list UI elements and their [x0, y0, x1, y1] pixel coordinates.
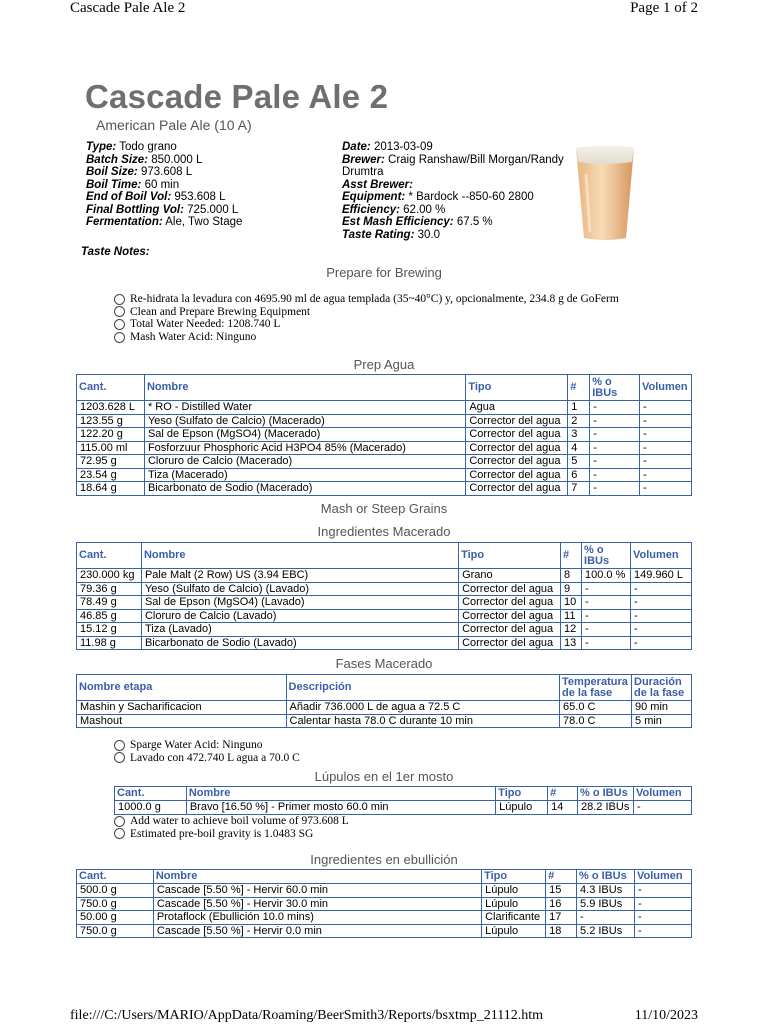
info-row: End of Boil Vol: 953.608 L	[86, 191, 226, 203]
beer-glass-icon	[574, 144, 636, 242]
info-row: Boil Time: 60 min	[86, 178, 180, 191]
footer-date: 11/10/2023	[634, 1008, 698, 1023]
info-row: Brewer: Craig Ranshaw/Bill Morgan/Randy Drumtra	[342, 153, 564, 178]
info-row: Fermentation: Ale, Two Stage	[86, 216, 243, 228]
table-row: 11.98 g Bicarbonato de Sodio (Lavado) Corrector del agua 13 - -	[77, 636, 692, 650]
radio-button[interactable]	[114, 740, 125, 751]
info-row: Date: 2013-03-09	[342, 141, 433, 153]
table-row: 230.000 kg Pale Malt (2 Row) US (3.94 EBC) Grano 8 100.0 % 149.960 L	[77, 569, 692, 583]
table-row: 72.95 g Cloruro de Calcio (Macerado) Corrector del agua 5 - -	[77, 455, 692, 469]
info-row: Type: Todo grano	[86, 141, 177, 153]
radio-button[interactable]	[114, 332, 125, 343]
table-row: 1203.628 L * RO - Distilled Water Agua 1 - -	[77, 401, 692, 415]
table-row: 50.00 g Protaflock (Ebullición 10.0 mins) Clarificante 17 - -	[77, 911, 692, 925]
table-row: Mashin y Sacharificacion Añadir 736.000 L de agua a 72.5 C 65.0 C 90 min	[77, 701, 692, 715]
info-row: Efficiency: 62.00 %	[342, 203, 446, 216]
checklist-item[interactable]: Clean and Prepare Brewing Equipment	[114, 306, 619, 319]
table-row: 750.0 g Cascade [5.50 %] - Hervir 30.0 min Lúpulo 16 5.9 IBUs -	[77, 897, 692, 911]
prep-agua-table	[76, 374, 692, 496]
radio-button[interactable]	[114, 752, 125, 763]
checklist-item[interactable]: Total Water Needed: 1208.740 L	[114, 318, 619, 331]
recipe-info-right	[342, 141, 572, 241]
radio-button[interactable]	[114, 294, 125, 305]
info-row: Boil Size: 973.608 L	[86, 166, 193, 178]
checklist-item[interactable]: Mash Water Acid: Ninguno	[114, 331, 619, 344]
checklist-item[interactable]: Re-hidrata la levadura con 4695.90 ml de agua templada (35~40°C) y, opcionalmente, 234.8 g de GoFerm	[114, 293, 619, 306]
sparge-steps	[114, 739, 300, 764]
table-row: 500.0 g Cascade [5.50 %] - Hervir 60.0 min Lúpulo 15 4.3 IBUs -	[77, 884, 692, 898]
section-title-mash: Mash or Steep Grains	[320, 501, 448, 516]
table-row: 115.00 ml Fosforzuur Phosphoric Acid H3PO4 85% (Macerado) Corrector del agua 4 - -	[77, 441, 692, 455]
prepare-steps	[114, 293, 619, 343]
taste-notes-label: Taste Notes:	[81, 246, 150, 258]
table-row: 123.55 g Yeso (Sulfato de Calcio) (Macerado) Corrector del agua 2 - -	[77, 414, 692, 428]
info-row: Est Mash Efficiency: 67.5 %	[342, 216, 493, 228]
ebullicion-table	[76, 869, 692, 938]
radio-button[interactable]	[114, 319, 125, 330]
checklist-item[interactable]: Sparge Water Acid: Ninguno	[114, 739, 300, 752]
table-row: 78.49 g Sal de Epson (MgSO4) (Lavado) Corrector del agua 10 - -	[77, 596, 692, 610]
recipe-info-left	[86, 141, 326, 229]
table-row: 79.36 g Yeso (Sulfato de Calcio) (Lavado) Corrector del agua 9 - -	[77, 582, 692, 596]
footer-file-url: file:///C:/Users/MARIO/AppData/Roaming/BeerSmith3/Reports/bsxtmp_21112.htm	[70, 1008, 543, 1023]
recipe-title: Cascade Pale Ale 2	[85, 78, 389, 115]
checklist-item[interactable]: Lavado con 472.740 L agua a 70.0 C	[114, 752, 300, 765]
boil-steps	[114, 815, 349, 840]
table-row: 1000.0 g Bravo [16.50 %] - Primer mosto 60.0 min Lúpulo 14 28.2 IBUs -	[115, 801, 692, 815]
page-header-title: Cascade Pale Ale 2	[70, 0, 186, 16]
table-header-row: Cant. Nombre Tipo # % o IBUs Volumen	[115, 787, 692, 801]
info-row: Taste Rating: 30.0	[342, 228, 441, 241]
macerado-table	[76, 542, 692, 650]
section-title-prepare: Prepare for Brewing	[326, 265, 442, 280]
radio-button[interactable]	[114, 828, 125, 839]
section-title-macerado: Ingredientes Macerado	[317, 524, 451, 539]
info-row: Batch Size: 850.000 L	[86, 153, 203, 166]
section-title-ebullicion: Ingredientes en ebullición	[310, 852, 458, 867]
section-title-fases: Fases Macerado	[335, 656, 433, 671]
info-row: Equipment: * Bardock --850-60 2800	[342, 191, 534, 203]
table-row: 15.12 g Tiza (Lavado) Corrector del agua 12 - -	[77, 623, 692, 637]
page-number: Page 1 of 2	[630, 0, 698, 16]
table-row: 122.20 g Sal de Epson (MgSO4) (Macerado) Corrector del agua 3 - -	[77, 428, 692, 442]
info-row: Final Bottling Vol: 725.000 L	[86, 203, 239, 216]
section-title-prep-agua: Prep Agua	[353, 357, 415, 372]
recipe-style: American Pale Ale (10 A)	[96, 117, 252, 133]
table-header-row: Cant. Nombre Tipo # % o IBUs Volumen	[77, 543, 692, 569]
table-header-row: Cant. Nombre Tipo # % o IBUs Volumen	[77, 375, 692, 401]
table-header-row: Nombre etapa Descripción Temperatura de la fase Duración de la fase	[77, 675, 692, 701]
info-row: Asst Brewer:	[342, 178, 413, 191]
table-row: 750.0 g Cascade [5.50 %] - Hervir 0.0 min Lúpulo 18 5.2 IBUs -	[77, 924, 692, 938]
table-row: Mashout Calentar hasta 78.0 C durante 10 min 78.0 C 5 min	[77, 714, 692, 728]
radio-button[interactable]	[114, 306, 125, 317]
table-row: 23.54 g Tiza (Macerado) Corrector del agua 6 - -	[77, 468, 692, 482]
fases-table	[76, 674, 692, 728]
checklist-item[interactable]: Add water to achieve boil volume of 973.608 L	[114, 815, 349, 828]
radio-button[interactable]	[114, 816, 125, 827]
table-header-row: Cant. Nombre Tipo # % o IBUs Volumen	[77, 870, 692, 884]
table-row: 18.64 g Bicarbonato de Sodio (Macerado) Corrector del agua 7 - -	[77, 482, 692, 496]
lupulos-table	[114, 786, 692, 815]
section-title-lupulos: Lúpulos en el 1er mosto	[314, 769, 454, 784]
table-row: 46.85 g Cloruro de Calcio (Lavado) Corrector del agua 11 - -	[77, 609, 692, 623]
checklist-item[interactable]: Estimated pre-boil gravity is 1.0483 SG	[114, 828, 349, 841]
